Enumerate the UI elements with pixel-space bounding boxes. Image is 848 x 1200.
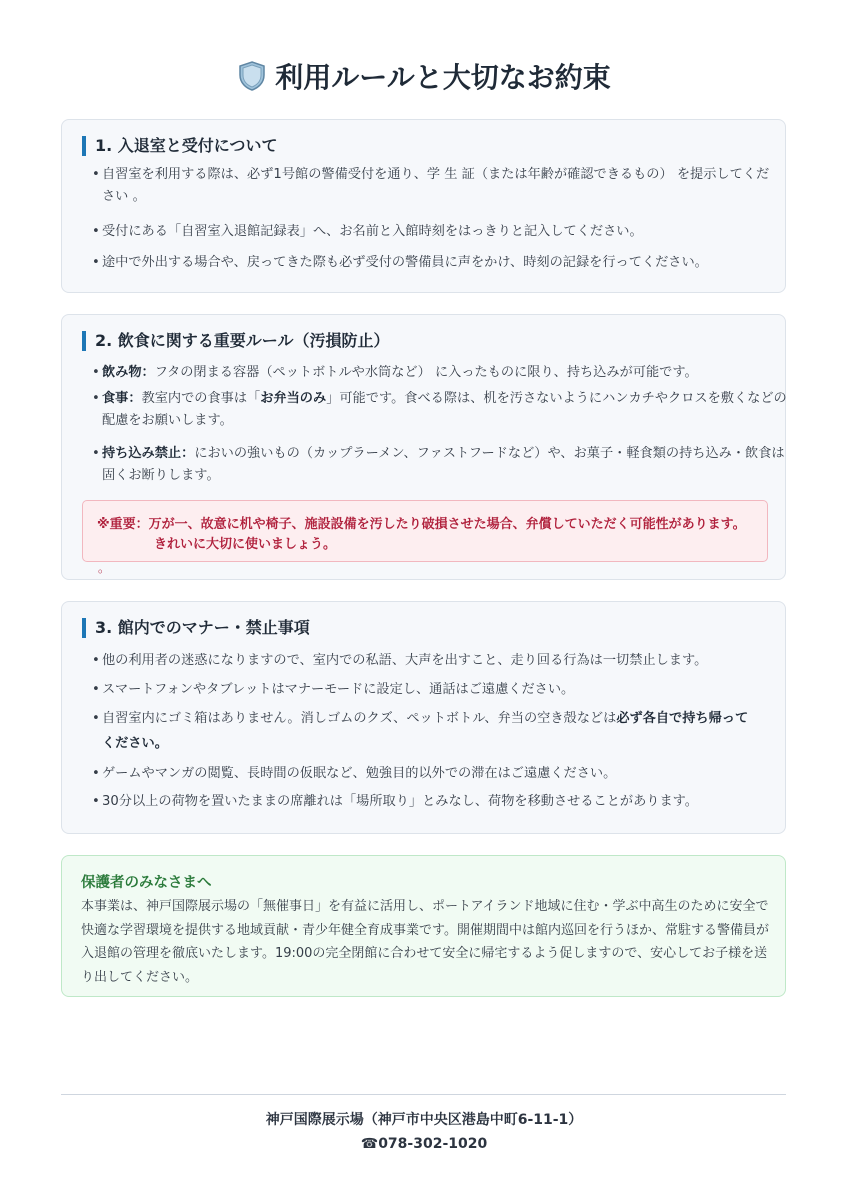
parents-heading: 保護者のみなさまへ [81,875,212,891]
section-heading: 2. 飲食に関する重要ルール（汚損防止） [82,331,389,351]
list-item [92,362,782,384]
shield-icon [237,60,267,92]
section-heading: 3. 館内でのマナー・禁止事項 [82,618,310,638]
item-text: フタの閉まる容器（ペットボトルや水筒など） に入ったものに限り、持ち込みが可能です。 [154,365,698,380]
section-manners [61,601,786,834]
section-entry-reception [61,119,786,293]
item-text: 」可能です。食べる際は、机を汚さないようにハンカチやクロスを敷くなどの配慮をお願いします。 [102,391,787,428]
item-text: においの強いもの（カップラーメン、ファストフードなど）や、お菓子・軽食類の持ち込み・飲食は固くお断りします。 [102,446,785,483]
list-item: • 自習室を利用する際は、必ず1号館の警備受付を通り、学 生 証（または年齢が確認できるもの） を提示してください 。 [92,164,782,208]
item-label: 飲み物： [102,365,155,380]
page-title [0,56,848,96]
stray-punctuation: 。 [98,561,111,575]
list-item: • ゲームやマンガの閲覧、長時間の仮眠など、勉強目的以外での滞在はご遠慮ください。 [92,763,782,785]
list-item [92,706,757,756]
item-emphasis: お弁当のみ [260,391,327,406]
item-label: 持ち込み禁止： [102,446,195,461]
list-item: • 受付にある「自習室入退館記録表」へ、お名前と入館時刻をはっきりと記入してください。 [92,221,782,243]
list-item: • 途中で外出する場合や、戻ってきた際も必ず受付の警備員に声をかけ、時刻の記録を行ってください。 [92,252,782,274]
list-item: • 他の利用者の迷惑になりますので、室内での私語、大声を出すこと、走り回る行為は一切禁止します。 [92,650,782,672]
damage-warning-box [82,500,768,562]
section-food-rules [61,314,786,580]
page-title-text: 利用ルールと大切なお約束 [275,61,611,94]
footer-address: 神戸国際展示場（神戸市中央区港島中町6-11-1） [265,1112,583,1128]
list-item [92,388,792,432]
item-text: 教室内での食事は「 [141,391,261,406]
list-item: • 30分以上の荷物を置いたままの席離れは「場所取り」とみなし、荷物を移動させることがあります。 [92,791,782,813]
footer-phone: ☎078-302-1020 [360,1136,488,1152]
warning-line-2: きれいに大切に使いましょう。 [154,537,337,552]
item-label: 食事： [102,391,142,406]
list-item: • スマートフォンやタブレットはマナーモードに設定し、通話はご遠慮ください。 [92,679,782,701]
warning-line-1: ※重要：万が一、故意に机や椅子、施設設備を汚したり破損させた場合、弁償していただく可能性があります。 [97,517,746,532]
item-text: 自習室内にゴミ箱はありません。消しゴムのクズ、ペットボトル、弁当の空き殻などは [102,711,617,726]
item-emphasis: 必ず各自で持ち帰ってください。 [102,711,749,751]
parents-text: 本事業は、神戸国際展示場の「無催事日」を有益に活用し、ポートアイランド地域に住む・学ぶ中高生のために安全で快適な学習環境を提供する地域貢献・青少年健全育成事業です。開催期間中は館内巡回を行うほか、常駐する警備員が入退館の管理を徹底いたします。19:00の完全閉館に合わせて安全に帰宅するよう促しますので、安心してお子様を送り出してください。 [81,899,769,985]
parents-message-card [61,855,786,997]
footer-divider [61,1094,786,1095]
section-heading: 1. 入退室と受付について [82,136,277,156]
list-item [92,443,792,487]
